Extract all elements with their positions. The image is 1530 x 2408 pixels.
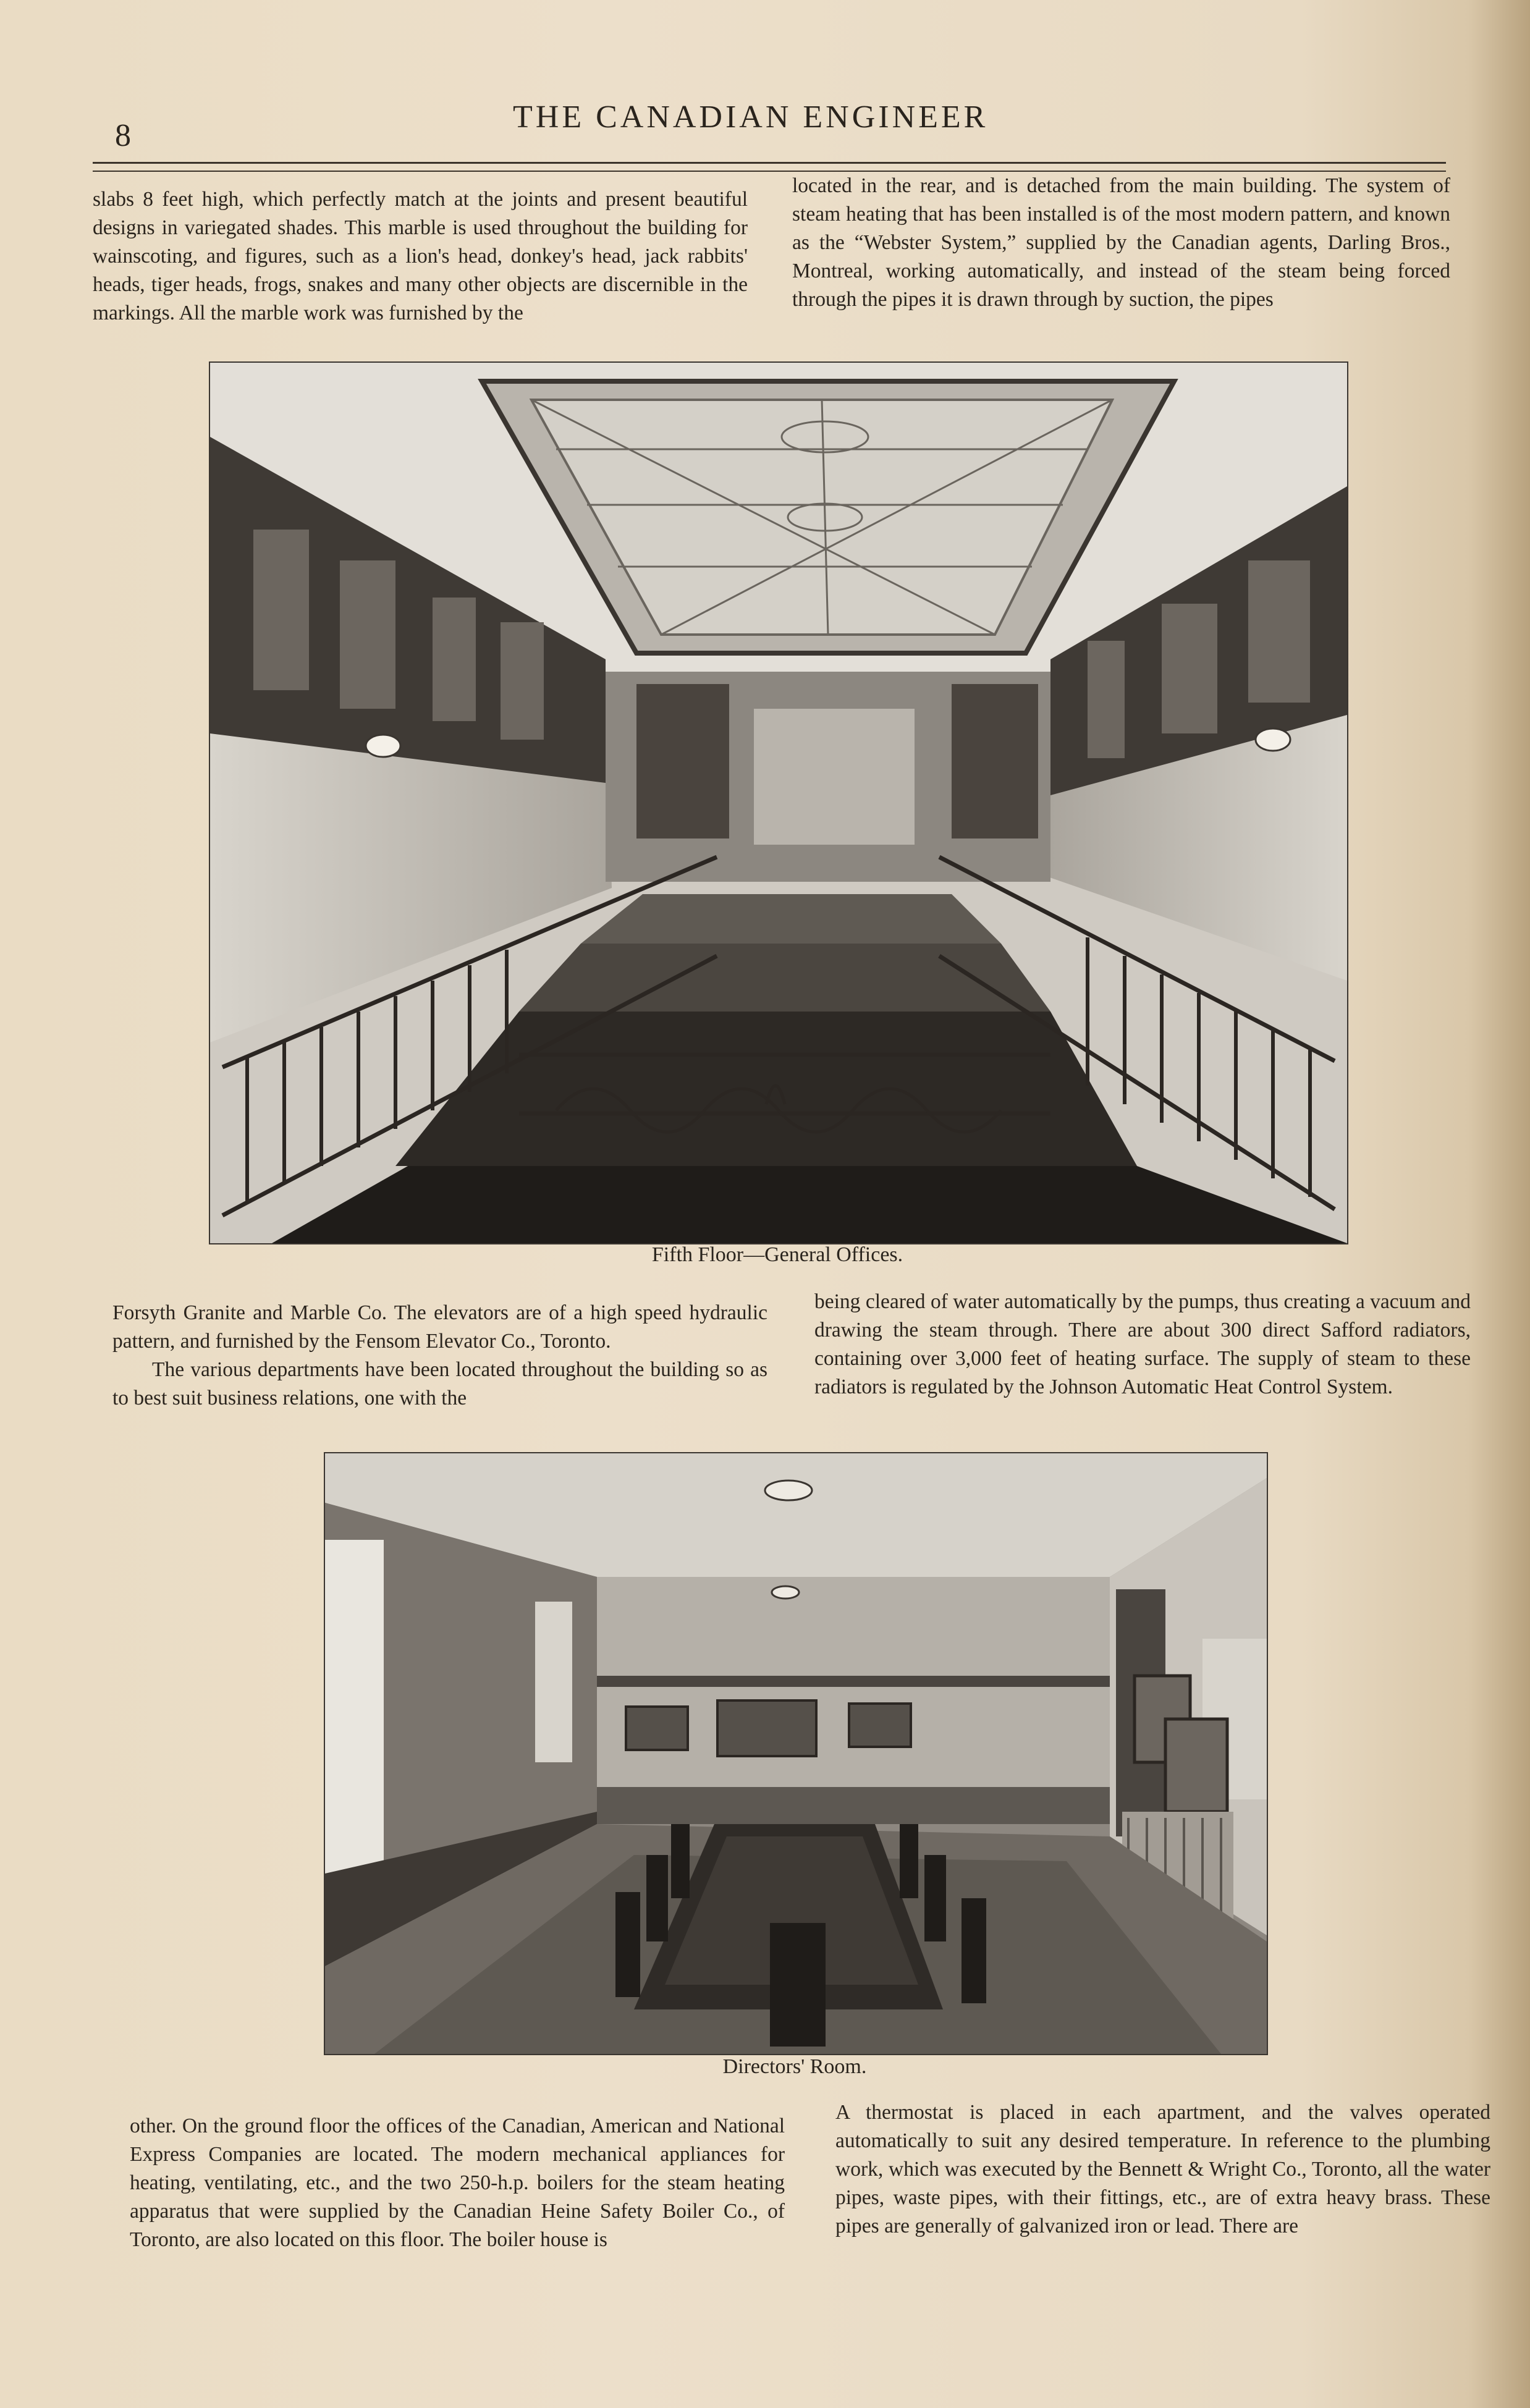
- paragraph: other. On the ground floor the offices of the Canadian, American and National Express Companies are located. The modern mechanical appliances for heating, ventilating, etc., and the two 250-h.p. boilers for the steam heating apparatus that were supplied by the Canadian Heine Safety Boiler Co., of Toronto, are also located on this floor. The boiler house is: [130, 2114, 785, 2251]
- text-column-3-left: [130, 2112, 785, 2254]
- paragraph: The various departments have been located throughout the building so as to best suit business relations, one with the: [112, 1358, 767, 1409]
- photo-directors-room: [324, 1452, 1268, 2055]
- paragraph: A thermostat is placed in each apartment, and the valves operated automatically to suit any desired temperature. In reference to the plumbing work, which was executed by the Bennett & Wright Co., Toronto, all the water pipes, waste pipes, with their fittings, etc., are of extra heavy brass. These pipes are generally of galvanized iron or lead. There are: [835, 2101, 1490, 2237]
- text-column-2-left: [112, 1299, 767, 1413]
- paragraph: being cleared of water automatically by the pumps, thus creating a vacuum and drawing the steam through. There are about 300 direct Safford radiators, containing over 3,000 feet of heating surface. The supply of steam to these radiators is regulated by the Johnson Automatic Heat Control System.: [814, 1290, 1471, 1398]
- paragraph: located in the rear, and is detached from the main building. The system of steam heating that has been installed is of the most modern pattern, and known as the “Webster System,” supplied by the Canadian agents, Darling Bros., Montreal, working automatically, and instead of the steam being forced through the pipes it is drawn through by suction, the pipes: [792, 174, 1450, 311]
- caption-directors-room: Directors' Room.: [722, 2055, 867, 2078]
- page-number: 8: [115, 118, 131, 153]
- photo-fifth-floor-illustration: [210, 363, 1347, 1243]
- text-column-2-right: [814, 1288, 1471, 1401]
- text-column-1-right: [792, 172, 1450, 314]
- caption-fifth-floor: Fifth Floor—General Offices.: [651, 1243, 903, 1266]
- paragraph: Forsyth Granite and Marble Co. The elevators are of a high speed hydraulic pattern, and furnished by the Fensom Elevator Co., Toronto.: [112, 1301, 767, 1353]
- header-rule: [93, 162, 1446, 164]
- photo-fifth-floor-offices: [209, 361, 1348, 1244]
- text-column-3-right: [835, 2098, 1490, 2241]
- text-column-1-left: [93, 185, 748, 327]
- photo-directors-room-illustration: [325, 1453, 1267, 2054]
- paragraph: slabs 8 feet high, which perfectly match at the joints and present beautiful designs in variegated shades. This marble is used throughout the building for wainscoting, and figures, such as a lion's head, donkey's head, jack rabbits' heads, tiger heads, frogs, snakes and many other objects are discernible in the markings. All the marble work was furnished by the: [93, 188, 748, 324]
- journal-title: THE CANADIAN ENGINEER: [513, 99, 989, 135]
